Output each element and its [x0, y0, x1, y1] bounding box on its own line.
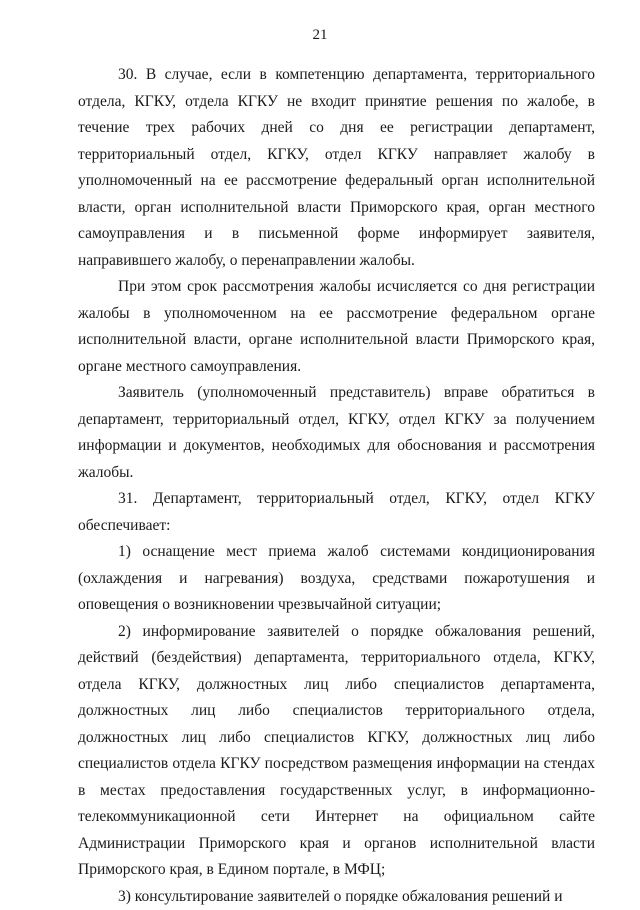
page-number: 21 — [0, 26, 640, 44]
paragraph-complaint-term: При этом срок рассмотрения жалобы исчисляется со дня регистрации жалобы в уполномоченном на ее рассмотрение федеральном органе исполнительной власти, органе исполнительной власти Приморского края, органе местного самоуправления. — [78, 274, 595, 380]
list-item-3: 3) консультирование заявителей о порядке обжалования решений и — [78, 884, 595, 910]
paragraph-applicant-rights: Заявитель (уполномоченный представитель) вправе обратиться в департамент, территориальный отдел, КГКУ, отдел КГКУ за получением информации и документов, необходимых для обоснования и рассмотрения жалобы. — [78, 380, 595, 486]
document-body — [78, 62, 595, 910]
list-item-1: 1) оснащение мест приема жалоб системами кондиционирования (охлаждения и нагревания) воздуха, средствами пожаротушения и оповещения о возникновении чрезвычайной ситуации; — [78, 539, 595, 619]
paragraph-item-31: 31. Департамент, территориальный отдел, КГКУ, отдел КГКУ обеспечивает: — [78, 486, 595, 539]
list-item-2: 2) информирование заявителей о порядке обжалования решений, действий (бездействия) департамента, территориального отдела, КГКУ, отдела КГКУ, должностных лиц либо специалистов департамента, должностных лиц либо специалистов территориального отдела, должностных лиц либо специалистов КГКУ, должностных лиц либо специалистов отдела КГКУ посредством размещения информации на стендах в местах предоставления государственных услуг, в информационно-телекоммуникационной сети Интернет на официальном сайте Администрации Приморского края и органов исполнительной власти Приморского края, в Едином портале, в МФЦ; — [78, 619, 595, 884]
paragraph-item-30: 30. В случае, если в компетенцию департамента, территориального отдела, КГКУ, отдела КГКУ не входит принятие решения по жалобе, в течение трех рабочих дней со дня ее регистрации департамент, территориальный отдел, КГКУ, отдел КГКУ направляет жалобу в уполномоченный на ее рассмотрение федеральный орган исполнительной власти, орган исполнительной власти Приморского края, орган местного самоуправления и в письменной форме информирует заявителя, направившего жалобу, о перенаправлении жалобы. — [78, 62, 595, 274]
